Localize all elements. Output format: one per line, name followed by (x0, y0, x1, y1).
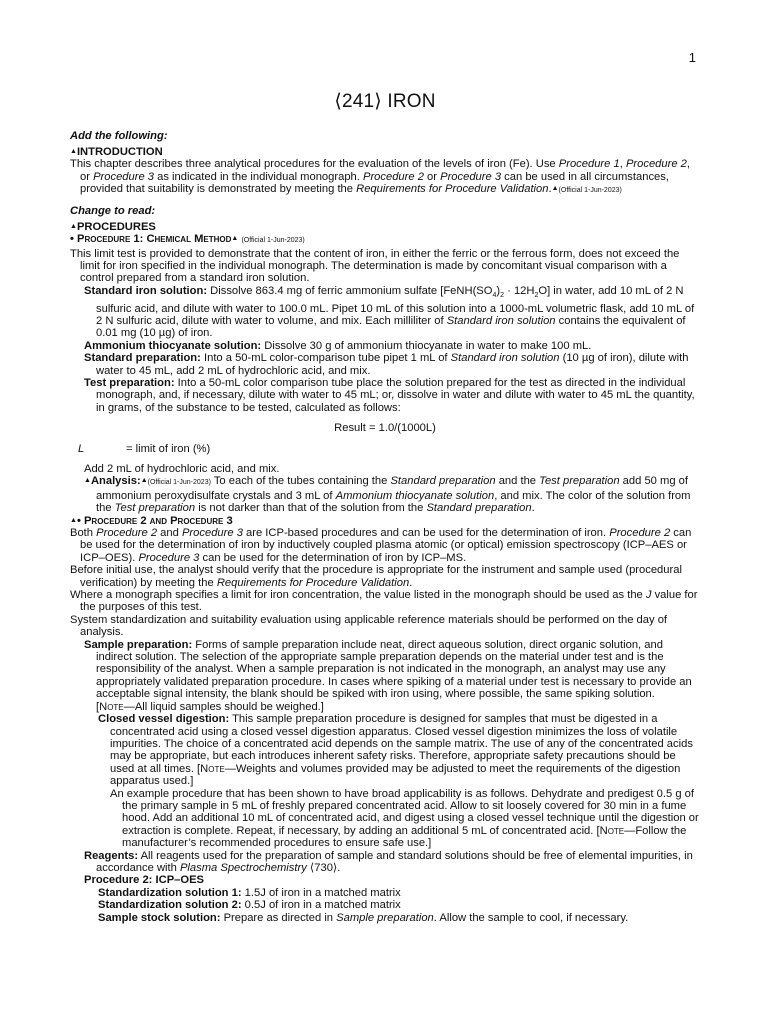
standardization-solution-2: Standardization solution 2: 0.5J of iron in a matched matrix (98, 899, 401, 912)
result-formula: Result = 1.0/(1000L) (334, 422, 436, 435)
procedure-2-3-heading: ▲• Procedure 2 and Procedure 3 (70, 514, 233, 527)
document-body (70, 0, 700, 924)
procedure-1-heading: • Procedure 1: Chemical Method▲ (Official 1-Jun-2023) (70, 233, 305, 246)
formula-definition: L = limit of iron (%) (78, 442, 211, 455)
procedure-2-3-intro: Both Procedure 2 and Procedure 3 are ICP-based procedures and can be used for the determination of iron. Procedure 2 can be used for the determination of iron by inductively coupled plasma atomic (or optical) emission spectroscopy (ICP–AES or ICP–OES). Procedure 3 can be used for the determination of iron by ICP–MS. (70, 527, 692, 564)
procedure-2-icp-oes-heading: Procedure 2: ICP–OES (84, 874, 204, 887)
revision-marker-icon: ▲ (70, 147, 77, 155)
standard-preparation: Standard preparation: Into a 50-mL color-comparison tube pipet 1 mL of Standard iron solution (10 µg of iron), dilute with water to 45 mL, add 2 mL of hydrochloric acid, and mix. (84, 352, 689, 377)
page-number: 1 (688, 50, 696, 65)
edit-instruction-add: Add the following: (70, 130, 168, 143)
introduction-heading: ▲INTRODUCTION (70, 145, 163, 158)
procedure-1-intro: This limit test is provided to demonstrate that the content of iron, in either the ferric or the ferrous form, does not exceed the limit for iron specified in the individual monograph. The determination is made by concomitant visual comparison with a control prepared from a standard iron solution. (70, 247, 680, 285)
procedures-heading: ▲PROCEDURES (70, 220, 156, 233)
sample-preparation: Sample preparation: Forms of sample preparation include neat, direct aqueous solution, direct organic solution, and indirect solution. The selection of the appropriate sample preparation depends on the material under test and is the responsibility of the analyst. When a sample preparation is not indicated in the monograph, an analyst may use any appropriately validated preparation procedure. In cases where spiking of a material under test is necessary to provide an acceptable signal intensity, the blank should be spiked with iron using, where possible, the same spiking solution. (84, 638, 692, 701)
ammonium-thiocyanate-solution: Ammonium thiocyanate solution: Dissolve 30 g of ammonium thiocyanate in water to make 100 mL. (84, 339, 592, 352)
procedural-verification: Before initial use, the analyst should verify that the procedure is appropriate for the instrument and sample used (procedural verification) by meeting the Requirements for Procedure Validation. (70, 564, 682, 589)
test-preparation: Test preparation: Into a 50-mL color comparison tube place the solution prepared for the test as directed in the individual monograph, and, if necessary, dilute with water to 45 mL; or, dissolve in water and dilute with water to 45 mL the quantity, in grams, of the substance to be tested, calculated as follows: (84, 376, 695, 414)
sample-stock-solution: Sample stock solution: Prepare as directed in Sample preparation. Allow the sample to cool, if necessary. (98, 911, 629, 924)
monograph-limit-note: Where a monograph specifies a limit for iron concentration, the value listed in the monograph should be used as the J value for the purposes of this test. (70, 589, 698, 614)
system-standardization: System standardization and suitability evaluation using applicable reference materials should be performed on the day of analysis. (70, 613, 668, 639)
liquid-sample-note: [Note—All liquid samples should be weighed.] (96, 700, 324, 713)
introduction-paragraph: This chapter describes three analytical procedures for the evaluation of the levels of iron (Fe). Use Procedure 1, Procedure 2, or Procedure 3 as indicated in the individual monograph. Procedure 2 or Procedure 3 can be used in all circumstances, provided that suitability is demonstrated by meeting the Requirements for Procedure Validation.▲(Official 1-Jun-2023) (70, 158, 690, 196)
revision-marker-icon: ▲ (70, 222, 77, 230)
closed-vessel-digestion: Closed vessel digestion: This sample preparation procedure is designed for samples that must be digested in a concentrated acid using a closed vessel digestion apparatus. Closed vessel digestion minimizes the loss of volatile impurities. The choice of a concentrated acid depends on the sample matrix. The use of any of the concentrated acids may be appropriate, but each introduces inherent safety risks. Therefore, appropriate safety precautions should be used at all times. [Note—Weights and volumes provided may be adjusted to meet the requirements of the digestion apparatus used.] (98, 713, 693, 788)
add-hcl-step: Add 2 mL of hydrochloric acid, and mix. (84, 462, 280, 475)
analysis-paragraph: ▲Analysis:▲(Official 1-Jun-2023) To each of the tubes containing the Standard preparation and the Test preparation add 50 mg of ammonium peroxydisulfate crystals and 3 mL of Ammonium thiocyanate solution, and mix. The color of the solution from the Test preparation is not darker than that of the solution from the Standard preparation. (84, 475, 691, 515)
example-procedure: An example procedure that has been shown to have broad applicability is as follows. Dehydrate and predigest 0.5 g of the primary sample in 5 mL of freshly prepared concentrated acid. Allow to sit loosely covered for 30 min in a fume hood. Add an additional 10 mL of concentrated acid, and digest using a closed vessel technique until the digestion or extraction is complete. Repeat, if necessary, by adding an additional 5 mL of concentrated acid. [Note—Follow the manufacturer’s recommended procedures to ensure safe use.] (110, 787, 699, 850)
standardization-solution-1: Standardization solution 1: 1.5J of iron in a matched matrix (98, 886, 401, 899)
edit-instruction-change: Change to read: (70, 205, 156, 218)
page-title: ⟨241⟩ IRON (334, 91, 436, 112)
reagents: Reagents: All reagents used for the preparation of sample and standard solutions should be free of elemental impurities, in accordance with Plasma Spectrochemistry ⟨730⟩. (84, 849, 693, 874)
standard-iron-solution: Standard iron solution: Dissolve 863.4 mg of ferric ammonium sulfate $[FeNH(SO_4)_2 \cdot 12H_2O]$ in water, add 10 mL of 2 N sulfuric acid, and dilute with water to 100.0 mL. Pipet 10 mL of this solution into a 1000-mL volumetric flask, add 10 mL of 2 N sulfuric acid, dilute with water to volume, and mix. Each milliliter of Standard iron solution contains the equivalent of 0.01 mg (10 µg) of iron. (84, 284, 695, 340)
